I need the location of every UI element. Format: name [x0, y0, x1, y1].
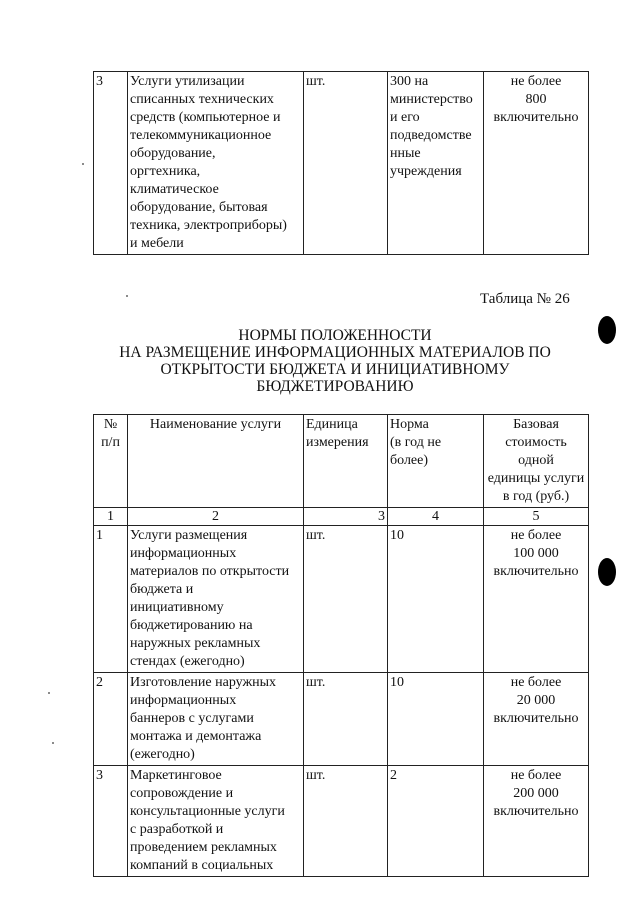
row-number: 2	[94, 673, 128, 766]
service-name: Изготовление наружных информационных баннеров с услугами монтажа и демонтажа (ежегодно)	[128, 673, 304, 766]
table-row	[94, 72, 589, 255]
column-number: 1	[94, 508, 128, 526]
column-number: 4	[388, 508, 484, 526]
column-number: 2	[128, 508, 304, 526]
column-number-row	[94, 508, 589, 526]
header-norm: Норма (в год не более)	[388, 415, 484, 508]
header-num: № п/п	[94, 415, 128, 508]
column-number: 3	[304, 508, 388, 526]
header-name: Наименование услуги	[128, 415, 304, 508]
unit-cell: шт.	[304, 766, 388, 877]
page-heading: НОРМЫ ПОЛОЖЕННОСТИ НА РАЗМЕЩЕНИЕ ИНФОРМАЦИОННЫХ МАТЕРИАЛОВ ПО ОТКРЫТОСТИ БЮДЖЕТА И ИНИЦИАТИВНОМУ БЮДЖЕТИРОВАНИЮ	[119, 327, 551, 395]
header-unit: Единица измерения	[304, 415, 388, 508]
column-number: 5	[484, 508, 589, 526]
service-name: Маркетинговое сопровождение и консультационные услуги с разработкой и проведением рекламных компаний в социальных	[128, 766, 304, 877]
cost-cell: не более 200 000 включительно	[484, 766, 589, 877]
norms-table	[93, 414, 589, 877]
row-number: 1	[94, 526, 128, 673]
punch-hole	[598, 316, 616, 344]
cost-cell: не более 100 000 включительно	[484, 526, 589, 673]
punch-hole	[598, 558, 616, 586]
scan-speck	[126, 295, 128, 297]
continued-table	[93, 71, 589, 255]
table-row	[94, 673, 589, 766]
header-row	[94, 415, 589, 508]
scan-speck	[52, 742, 54, 744]
unit-cell: шт.	[304, 673, 388, 766]
norm-cell: 10	[388, 526, 484, 673]
service-name: Услуги утилизации списанных технических средств (компьютерное и телекоммуникационное оборудование, оргтехника, климатическое оборудование, бытовая техника, электроприборы) и мебели	[128, 72, 304, 255]
table-row	[94, 766, 589, 877]
unit-cell: шт.	[304, 526, 388, 673]
row-number: 3	[94, 766, 128, 877]
scan-speck	[82, 163, 84, 165]
table-row	[94, 526, 589, 673]
header-cost: Базовая стоимость одной единицы услуги в год (руб.)	[484, 415, 589, 508]
norm-cell: 2	[388, 766, 484, 877]
norm-cell: 10	[388, 673, 484, 766]
norm-cell: 300 на министерство и его подведомстве нные учреждения	[388, 72, 484, 255]
row-number: 3	[94, 72, 128, 255]
cost-cell: не более 20 000 включительно	[484, 673, 589, 766]
table-caption: Таблица № 26	[480, 291, 570, 307]
service-name: Услуги размещения информационных материалов по открытости бюджета и инициативному бюджетированию на наружных рекламных стендах (ежегодно)	[128, 526, 304, 673]
unit-cell: шт.	[304, 72, 388, 255]
cost-cell: не более 800 включительно	[484, 72, 589, 255]
scan-speck	[48, 692, 50, 694]
